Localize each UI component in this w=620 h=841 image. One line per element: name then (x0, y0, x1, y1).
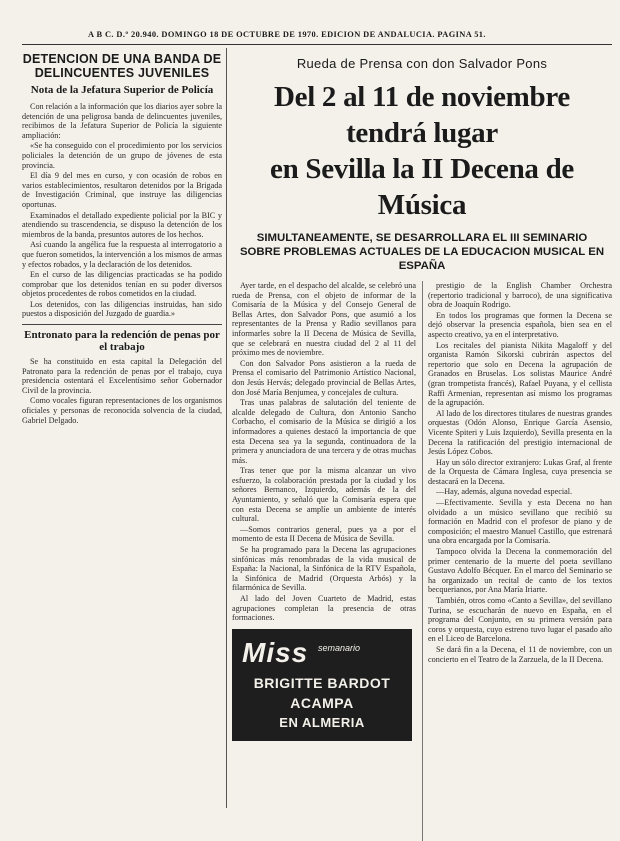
right-paragraph: Al lado de los directores titulares de nuestras grandes orquestas (Odón Alonso, Enrique García Asensio, Vicente Spiteri y Luis Izquierdo), Sevilla presenta en la Decena la ratificación del prestigio internacional de Jesús López Cobos. (428, 408, 612, 457)
mid-paragraph: —Somos contrarios general, pues ya a por el momento de esta II Decena de Música de Sevilla. (232, 524, 416, 544)
middle-body (232, 281, 416, 623)
left-paragraph: Como vocales figuran representaciones de los organismos oficiales y personas de reconocida solvencia de la ciudad, Gabriel Delgado. (22, 396, 222, 425)
mid-paragraph: Tras unas palabras de salutación del teniente de alcalde delegado de Cultura, don Antonio Sancho Corbacho, el comisario de la Música se dirigió a los informadores a quienes destacó la importancia de que esta Decena sea ya la segunda, continuadora de la primera y anunciadora de una tercera y de otras muchas más. (232, 398, 416, 465)
left-paragraph: En el curso de las diligencias practicadas se ha podido comprobar que los detenidos tenían en su poder diversos objetos procedentes de robos cometidos en la ciudad. (22, 270, 222, 299)
right-paragraph: prestigio de la English Chamber Orchestra (repertorio tradicional y barroco), de una significativa obra de Joaquín Rodrigo. (428, 281, 612, 310)
article-columns (232, 281, 612, 841)
right-paragraph: También, otros como «Canto a Sevilla», del sevillano Turina, se escucharán de nuevo en España, en el programa del Conjunto, en su primera versión para coros y orquesta, cuyo estreno tuvo lugar el pasado año en el Liceo de Barcelona. (428, 596, 612, 644)
right-paragraph: Se dará fin a la Decena, el 11 de noviembre, con un concierto en el Teatro de la Zarzuela, de la II Decena. (428, 644, 612, 664)
left-paragraph: Con relación a la información que los diarios ayer sobre la detención de una peligrosa banda de delincuentes juveniles, recibimos de la Jefatura Superior de Policía la siguiente ampliación: (22, 102, 222, 140)
deck: SIMULTANEAMENTE, SE DESARROLLARA EL III SEMINARIO SOBRE PROBLEMAS ACTUALES DE LA EDUCACION MUSICAL EN ESPAÑA (239, 232, 605, 272)
right-paragraph: Tampoco olvida la Decena la conmemoración del primer centenario de la muerte del poeta sevillano Gustavo Adolfo Bécquer. En el marco del Seminario se ha organizado un recital de canto de los textos becquerianos, por Ana María Iriarte. (428, 547, 612, 595)
right-paragraph: Los recitales del pianista Nikita Magaloff y del organista Ramón Sikorski cubrirán aspectos del repertorio que solo en Decena la agrupación de Granados en Bruselas. Los solistas Maurice André (gran trompetista francés), Rafael Puyana, y el cellista Raffi Armenian, representan así mismo los programas de la agrupación. (428, 340, 612, 408)
right-body (428, 281, 612, 664)
middle-column (232, 281, 416, 841)
right-column (428, 281, 612, 841)
header-rule (22, 44, 612, 45)
ad-line-3: EN ALMERIA (279, 714, 365, 730)
ad-tag: semanario (318, 642, 361, 653)
mid-paragraph: Al lado del Joven Cuarteto de Madrid, estas agrupaciones completan la presencia de otras formaciones. (232, 594, 416, 623)
ad-line-2: ACAMPA (290, 694, 354, 711)
left-body-2 (22, 357, 222, 425)
left-paragraph: «Se ha conseguido con el procedimiento por los servicios policiales la detención de un grupo de jóvenes de esta provincia. (22, 141, 222, 170)
main-headline-line-2: en Sevilla la II Decena de Música (270, 153, 574, 221)
left-column (22, 50, 222, 810)
right-paragraph: —Hay, además, alguna novedad especial. (436, 487, 573, 497)
magazine-ad (232, 629, 412, 741)
column-divider (226, 48, 227, 808)
left-paragraph: Así cuando la angélica fue la respuesta al interrogatorio a que fueron sometidos, la intervención a los mismos de armas y efectos robados, y la declaración de los detenidos. (22, 240, 222, 269)
left-body (22, 102, 222, 319)
ad-brand: Miss (242, 636, 309, 668)
ad-line-1: BRIGITTE BARDOT (253, 674, 391, 691)
mid-paragraph: Ayer tarde, en el despacho del alcalde, se celebró una rueda de Prensa, con el objeto de informar de la Comisaría de la Música y del Consejo General de Bellas Artes, don Salvador Pons, que asumió a los representantes de la Prensa y Radio sevillanos para informarles sobre la II Decena de Música de Sevilla, que se celebrará en nuestra ciudad del 2 al 11 del próximo mes de noviembre. (232, 281, 416, 358)
left-headline: DETENCION DE UNA BANDA DE DELINCUENTES JUVENILES (22, 52, 222, 80)
left-paragraph: Se ha constituido en esta capital la Delegación del Patronato para la redención de penas por el trabajo, cuya presidencia ostentará el Excelentísimo señor Gobernador Civil de la provincia. (22, 357, 222, 395)
inner-column-divider (422, 281, 423, 841)
mid-paragraph: Con don Salvador Pons asistieron a la rueda de Prensa el comisario del Patrimonio Artístico Nacional, don Jesús Hervás; delegado provincial de Bellas Artes, don José María Benjumea, y concejales de cultura. (232, 358, 416, 397)
main-article (232, 50, 612, 810)
left-paragraph: Examinados el detallado expediente policial por la BIC y atendiendo su trascendencia, se dispuso la detención de los miembros de la banda, presuntos autores de los hechos. (22, 210, 222, 239)
main-headline-line-1: Del 2 al 11 de noviembre tendrá lugar (274, 81, 570, 149)
left-subhead: Nota de la Jefatura Superior de Policía (30, 84, 214, 96)
mid-paragraph: Tras tener que por la misma alcanzar un vivo esfuerzo, la colaboración prestada por la ciudad y los señores Bernanco, Izquierdo, además de la del Ayuntamiento, y señaló que la Comisaría espera que con esta Decena se amplíe un ambiente de interés cultural. (232, 466, 416, 524)
running-header: A B C. D.º 20.940. DOMINGO 18 DE OCTUBRE DE 1970. EDICION DE ANDALUCIA. PAGINA 51. (88, 30, 486, 39)
left-headline-2: Entronato para la redención de penas por el trabajo (24, 329, 220, 354)
left-divider (22, 324, 222, 325)
left-paragraph: El día 9 del mes en curso, y con ocasión de robos en varios establecimientos, resultaron detenidos por la Brigada de Investigación Criminal, que instruye las diligencias oportunas. (22, 171, 222, 209)
kicker: Rueda de Prensa con don Salvador Pons (296, 56, 548, 71)
right-paragraph: Hay un sólo director extranjero: Lukas Graf, al frente de la Orquesta de Cámara Inglesa, cuya presencia se destacará en la Decena. (428, 457, 612, 486)
mid-paragraph: Se ha programado para la Decena las agrupaciones sinfónicas más renombradas de la vida musical de España: la Nacional, la Sinfónica de la RTV Española, la Sinfónica de Madrid (Orquesta Arbós) y la filarmónica de Sevilla. (232, 545, 416, 593)
right-paragraph: —Efectivamente. Sevilla y esta Decena no han olvidado a un músico sevillano que recibió su formación en Madrid con el profesor de piano y de composición; el maestro Manuel Castillo, que estrenará una obra encargada por la Comisaría. (428, 498, 612, 546)
right-paragraph: En todos los programas que formen la Decena se dejó observar la presencia española, bien sea en el aspecto creativo, ya en el interpretativo. (428, 310, 612, 339)
left-paragraph: Los detenidos, con las diligencias instruidas, han sido puestos a disposición del Juzgado de guardia.» (22, 299, 222, 319)
